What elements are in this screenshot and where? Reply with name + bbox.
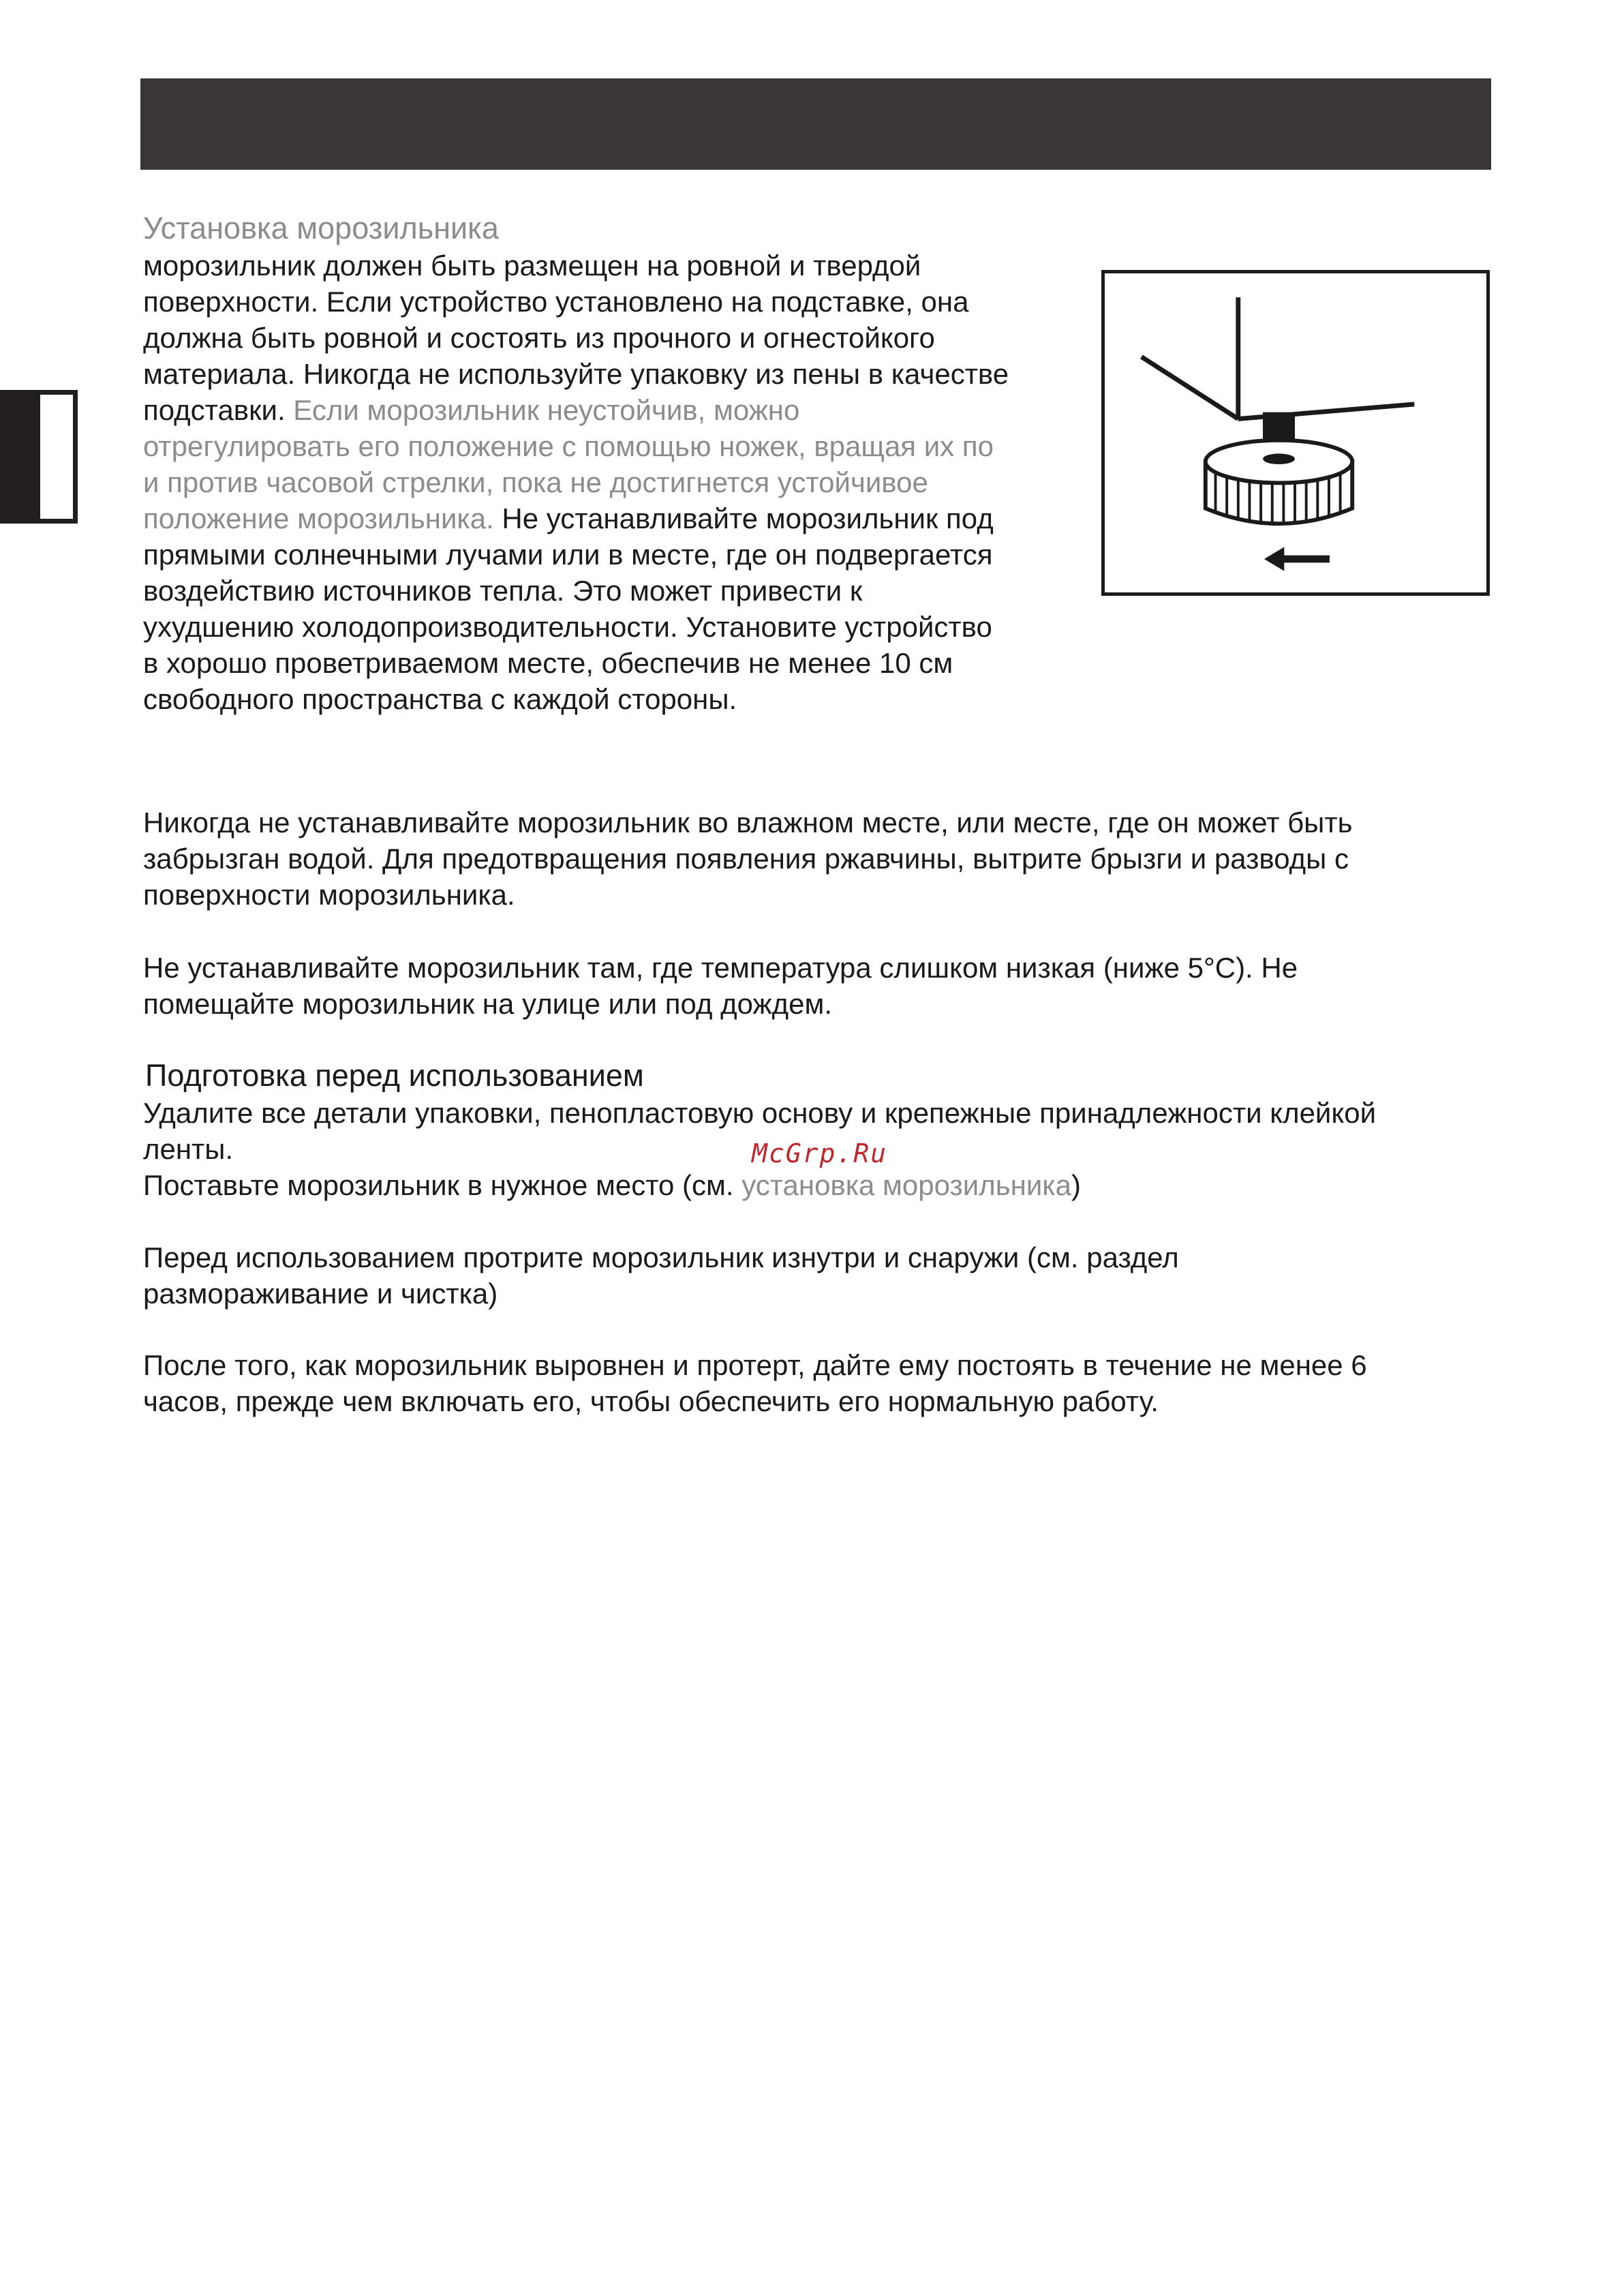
heading-preparation: Подготовка перед использованием (145, 1058, 644, 1093)
text-segment-gray: и против часовой стрелки, пока не достигнется устойчивое (143, 466, 928, 498)
paragraph-temperature (143, 950, 1486, 1022)
text-segment: часов, прежде чем включать его, чтобы обеспечить его нормальную работу. (143, 1385, 1159, 1417)
text-segment-gray: установка морозильника (741, 1169, 1071, 1201)
text-segment: Перед использованием протрите морозильник изнутри и снаружи (см. раздел (143, 1241, 1179, 1273)
text-segment: прямыми солнечными лучами или в месте, где он подвергается (143, 539, 993, 571)
text-segment: Не устанавливайте морозильник там, где температура слишком низкая (ниже 5°C). Не (143, 952, 1298, 984)
text-segment: ) (1071, 1169, 1081, 1201)
text-segment: свободного пространства с каждой стороны. (143, 683, 737, 715)
paragraph-wipe (143, 1239, 1486, 1312)
adjustable-foot-rotation-icon (1105, 273, 1486, 592)
text-segment: Поставьте морозильник в нужное место (см. (143, 1169, 742, 1201)
text-segment: материала. Никогда не используйте упаковку из пены в качестве (143, 358, 1009, 390)
text-segment: подставки. (143, 394, 294, 426)
text-segment-gray: Если морозильник неустойчив, можно (293, 394, 800, 426)
heading-installation: Установка морозильника (143, 211, 499, 245)
side-tab-marker (0, 390, 78, 524)
watermark: McGrp.Ru (752, 1138, 888, 1168)
leveling-foot-figure (1101, 270, 1490, 596)
text-segment: Не устанавливайте морозильник под (493, 502, 994, 534)
text-segment: поверхности. Если устройство установлено на подставке, она (143, 286, 969, 318)
text-segment: ленты. (143, 1133, 234, 1165)
text-segment-gray: положение морозильника. (143, 502, 494, 534)
text-segment-gray: отрегулировать его положение с помощью ножек, вращая их по (143, 430, 994, 462)
text-segment: помещайте морозильник на улице или под дождем. (143, 988, 833, 1020)
arrow-left-icon (1264, 547, 1330, 571)
text-segment: После того, как морозильник выровнен и протерт, дайте ему постоять в течение не менее 6 (143, 1349, 1367, 1381)
paragraph-moisture (143, 804, 1486, 913)
text-segment: забрызган водой. Для предотвращения появления ржавчины, вытрите брызги и разводы с (143, 843, 1349, 875)
text-segment: воздействию источников тепла. Это может привести к (143, 575, 863, 607)
text-segment: должна быть ровной и состоять из прочного и огнестойкого (143, 322, 935, 354)
text-segment: Никогда не устанавливайте морозильник во влажном месте, или месте, где он может быть (143, 806, 1353, 839)
text-segment: Удалите все детали упаковки, пенопластовую основу и крепежные принадлежности клейкой (143, 1097, 1377, 1129)
text-segment: морозильник должен быть размещен на ровной и твердой (143, 250, 921, 282)
paragraph-wait (143, 1347, 1486, 1419)
text-segment: размораживание и чистка) (143, 1278, 498, 1310)
text-segment: в хорошо проветриваемом месте, обеспечив не менее 10 см (143, 647, 953, 679)
header-bar (140, 78, 1491, 170)
text-segment: поверхности морозильника. (143, 879, 515, 911)
paragraph-installation (143, 247, 1084, 717)
text-segment: ухудшению холодопроизводительности. Установите устройство (143, 611, 992, 643)
